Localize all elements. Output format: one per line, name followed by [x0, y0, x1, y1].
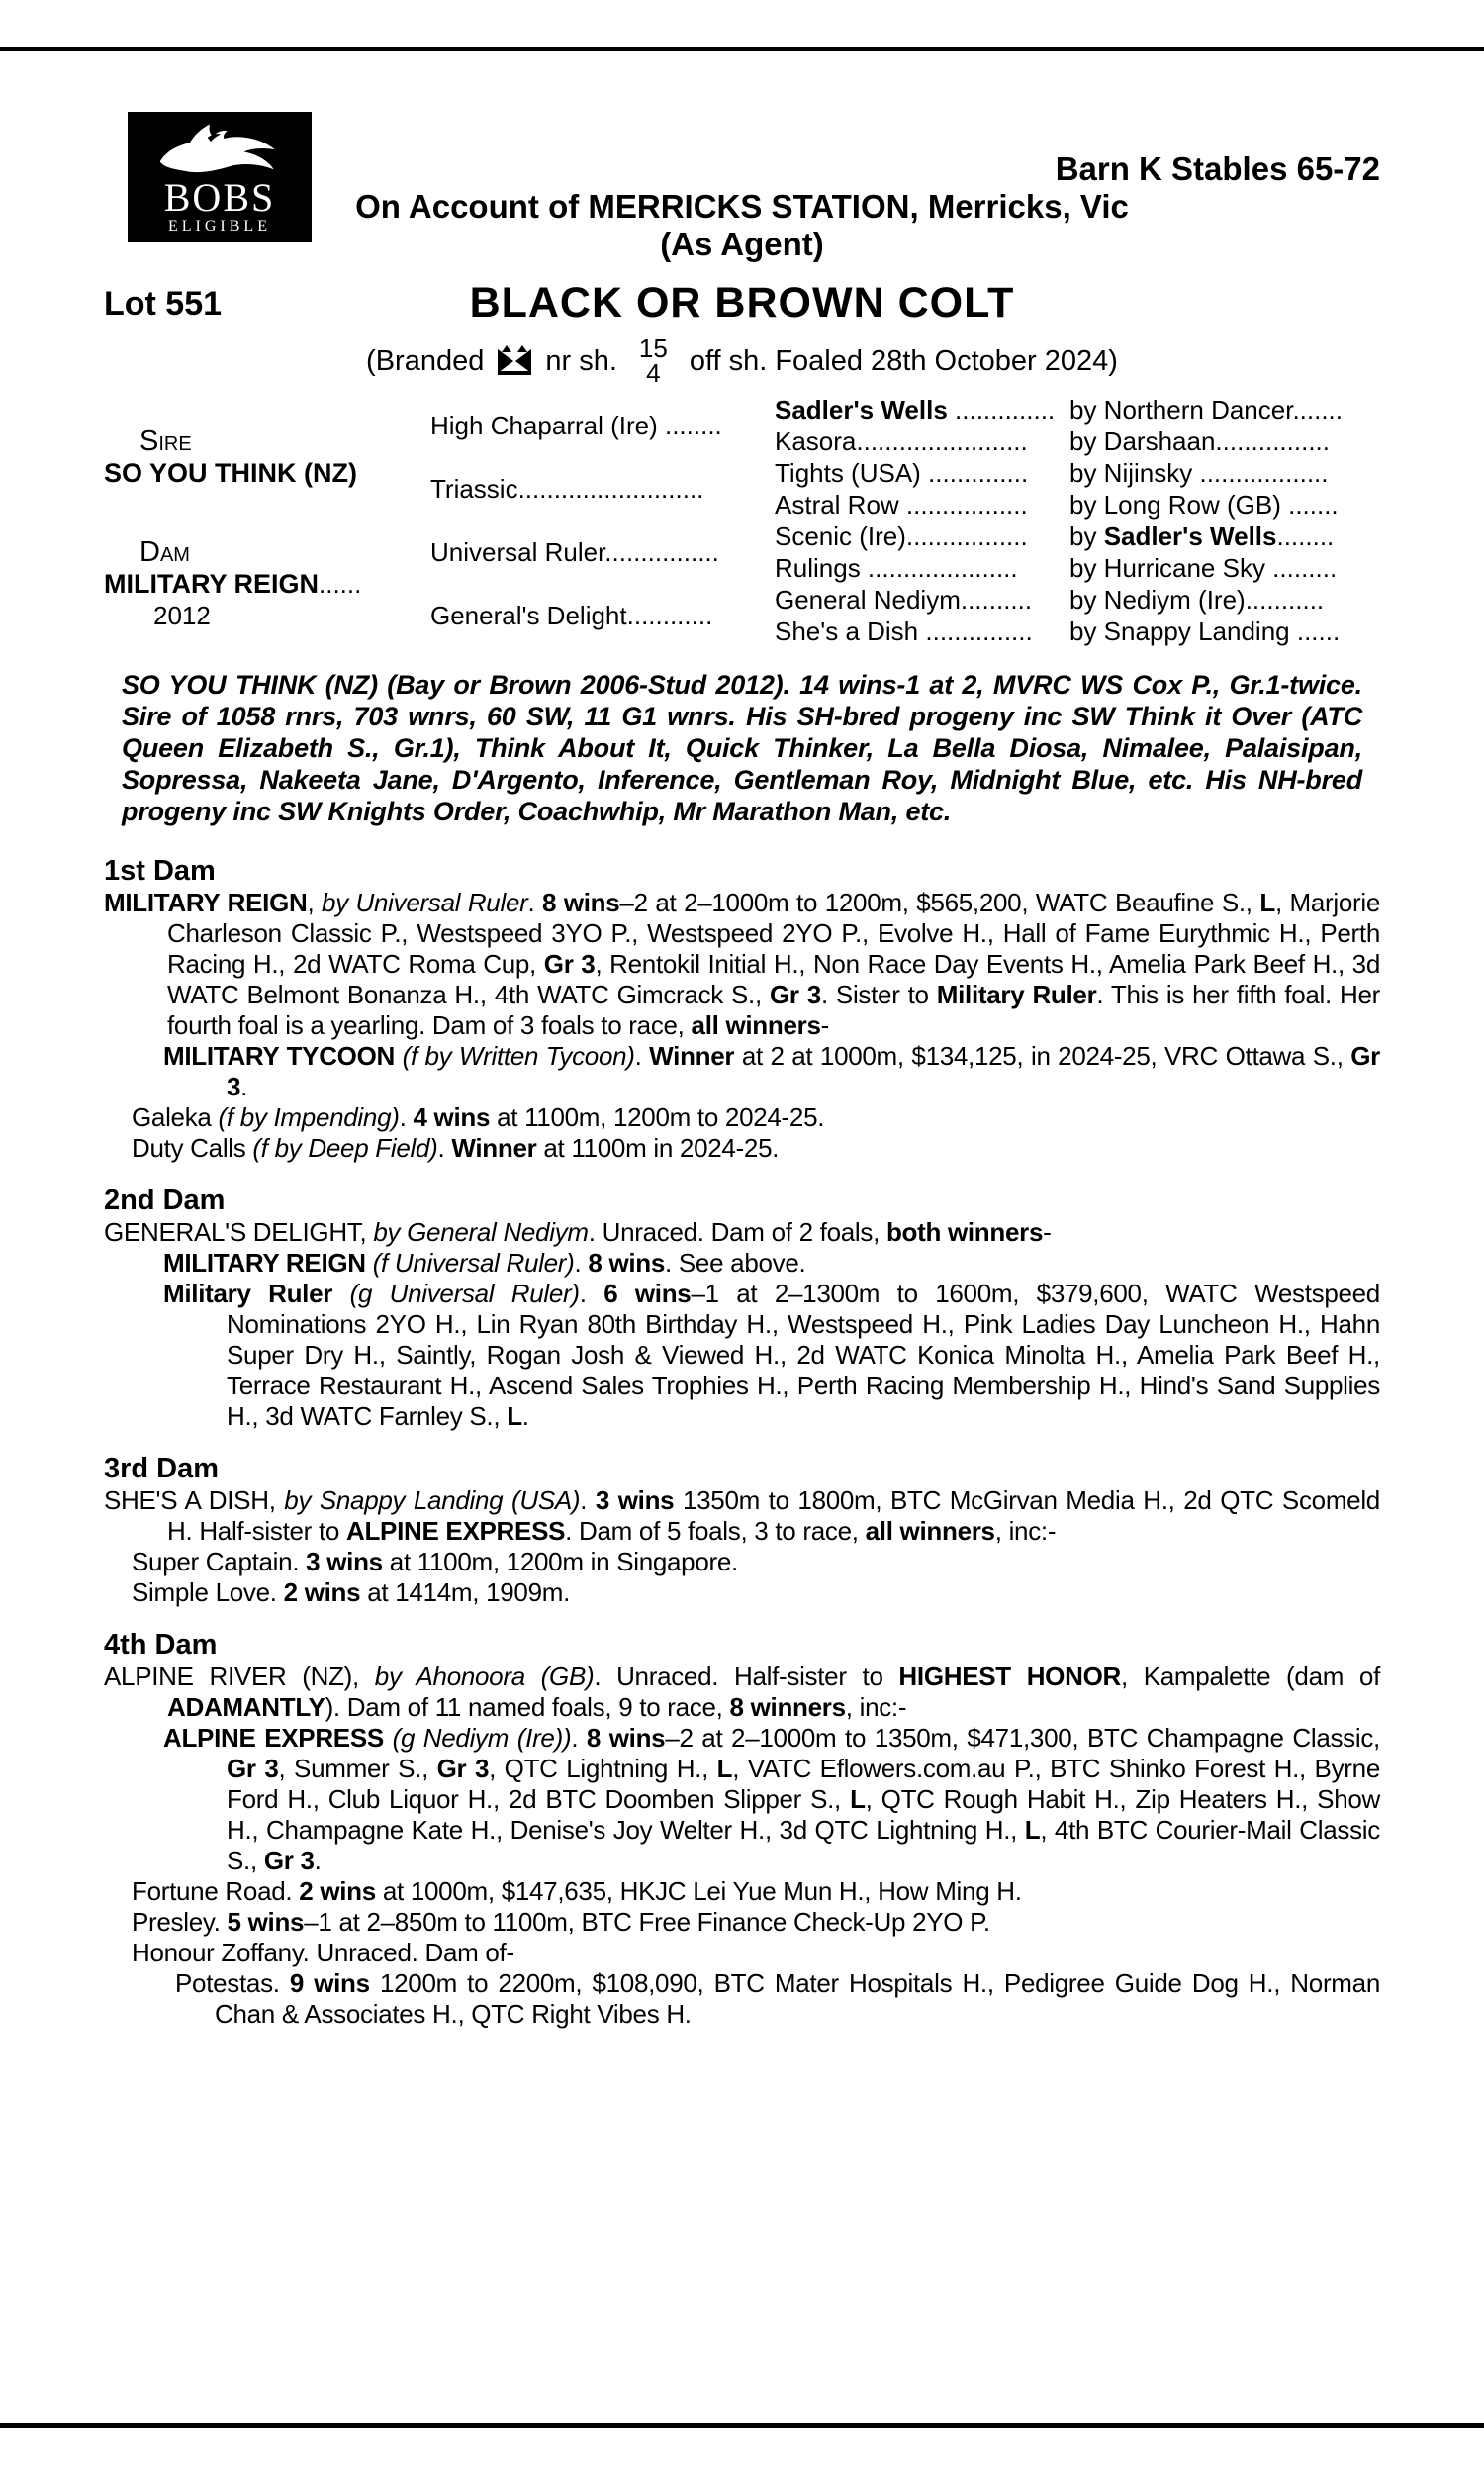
pedigree-parents — [430, 394, 775, 647]
text-run: at 2 at 1000m, $134,125, in 2024-25, VRC Ottawa S., — [734, 1041, 1351, 1071]
pedigree-table — [104, 394, 1380, 647]
text-run: Rulings ..................... — [775, 553, 1018, 583]
dam-section-heading: 1st Dam — [104, 855, 216, 887]
pedigree-entry — [104, 1279, 1380, 1432]
pedigree-row — [775, 616, 1380, 647]
text-run: . — [527, 888, 543, 917]
brand-number — [638, 333, 668, 388]
foaled-info: off sh. Foaled 28th October 2024) — [689, 344, 1118, 377]
text-run: . See above. — [665, 1248, 806, 1278]
sire-summary — [104, 669, 1380, 827]
logo-wordmark: BOBS — [163, 175, 276, 220]
pedigree-parent: Universal Ruler................ — [430, 537, 719, 567]
text-run: 5 wins — [227, 1907, 305, 1937]
text-run: all winners — [691, 1010, 821, 1040]
text-run: at 1100m in 2024-25. — [536, 1133, 780, 1163]
text-run: Gr 3 — [436, 1754, 490, 1783]
sire-label: Sire — [139, 426, 192, 457]
text-run: , Rentokil Initial H., Non Race Day Events H., Amelia Park Beef H., 3d WATC Belmont Bonanza H., 4th WATC Gimcrack S., — [167, 949, 1381, 1009]
text-run: 9 wins — [289, 1968, 370, 1998]
dam-year: 2012 — [153, 601, 211, 630]
grandparent-name — [775, 426, 1069, 457]
text-run: L — [1259, 888, 1275, 917]
pedigree-entry — [104, 1133, 1380, 1164]
text-run: 2 wins — [299, 1876, 376, 1906]
pedigree-row — [775, 584, 1380, 616]
grandparent-sire-line — [1069, 584, 1380, 616]
text-run: ALPINE EXPRESS — [345, 1516, 566, 1546]
text-run: 8 wins — [586, 1723, 666, 1753]
text-run: L — [507, 1401, 522, 1431]
text-run: all winners — [865, 1516, 995, 1546]
lot-row — [104, 277, 1380, 329]
text-run: . Unraced. Half-sister to — [594, 1662, 899, 1691]
text-run: by Nediym (Ire)........... — [1069, 585, 1325, 615]
text-run: –1 at 2–1300m to 1600m, $379,600, WATC Westspeed Nominations 2YO H., Lin Ryan 80th Birthday H., Westspeed H., Pink Ladies Day Luncheon H., Hahn Super Dry H., Saintly, Rogan Josh & Viewed H., 2d WATC Konica Minolta H., Amelia Park Beef H., Terrace Restaurant H., Ascend Sales Trophies H., Perth Racing Membership H., Hind's Sand Supplies H., 3d WATC Farnley S., — [227, 1279, 1380, 1431]
grandparent-sire-line — [1069, 616, 1380, 647]
text-run: at 1100m, 1200m to 2024-25. — [490, 1102, 825, 1132]
text-run: . — [571, 1723, 587, 1753]
pedigree-entry — [104, 1577, 1380, 1608]
pedigree-grandparents — [775, 394, 1380, 647]
text-run: , VATC Eflowers.com.au P., BTC Shinko Forest H., Byrne Ford H., Club Liquor H., 2d BTC Doomben Slipper S., — [227, 1754, 1380, 1814]
dam-section-heading: 2nd Dam — [104, 1185, 226, 1216]
pedigree-entry — [104, 1938, 1380, 1968]
text-run: L — [716, 1754, 733, 1783]
brand-number-bottom: 4 — [646, 358, 661, 388]
pedigree-col-sire-dam — [104, 394, 430, 647]
text-run: . — [240, 1072, 248, 1101]
grandparent-sire-line — [1069, 489, 1380, 521]
dam-block — [104, 521, 430, 647]
text-run: –2 at 2–1000m to 1350m, $471,300, BTC Champagne Classic, — [665, 1723, 1380, 1753]
text-run: (g Nediym (Ire)) — [392, 1723, 572, 1753]
near-shoulder-label: nr sh. — [545, 344, 617, 377]
text-run: . — [634, 1041, 650, 1071]
text-run: Fortune Road. — [132, 1876, 300, 1906]
page-header — [104, 150, 1380, 386]
text-run: MILITARY REIGN — [104, 888, 308, 917]
pedigree-entry — [104, 1547, 1380, 1577]
text-run: GENERAL'S DELIGHT, — [104, 1217, 374, 1247]
pedigree-row — [775, 489, 1380, 521]
text-run — [384, 1723, 393, 1753]
text-run: Simple Love. — [132, 1577, 284, 1607]
text-run: Kasora........................ — [775, 427, 1028, 456]
brand-number-top: 15 — [638, 333, 668, 363]
text-run: Potestas. — [175, 1968, 290, 1998]
grandparent-sire-line — [1069, 457, 1380, 489]
text-run: Gr 3 — [227, 1754, 279, 1783]
text-run: Presley. — [132, 1907, 228, 1937]
text-run: Gr 3 — [263, 1846, 315, 1875]
grandparent-sire-line — [1069, 394, 1380, 426]
text-run: by Darshaan................ — [1069, 427, 1330, 456]
text-run: by Snappy Landing ...... — [1069, 617, 1341, 646]
text-run: by Long Row (GB) ....... — [1069, 490, 1339, 520]
dam-section-heading: 4th Dam — [104, 1629, 218, 1661]
text-run: Sadler's Wells — [1103, 522, 1277, 551]
text-run: , Kampalette (dam of — [1120, 1662, 1380, 1691]
text-run: Astral Row ................. — [775, 490, 1028, 520]
text-run: ........ — [1276, 522, 1335, 551]
text-run: HIGHEST HONOR — [898, 1662, 1121, 1691]
pedigree-entry — [104, 1907, 1380, 1938]
dam-dots: ...... — [319, 569, 362, 599]
pedigree-row — [775, 426, 1380, 457]
pedigree-entry — [104, 1662, 1380, 1723]
text-run: 1200m to 2200m, $108,090, BTC Mater Hospitals H., Pedigree Guide Dog H., Norman Chan & Associates H., QTC Right Vibes H. — [215, 1968, 1380, 2029]
text-run: ADAMANTLY — [167, 1692, 325, 1722]
pedigree-row — [775, 457, 1380, 489]
text-run: Gr 3 — [769, 980, 821, 1009]
text-run: L — [1024, 1815, 1041, 1845]
grandparent-name — [775, 521, 1069, 552]
text-run: by Hurricane Sky ......... — [1069, 553, 1338, 583]
pedigree-entry — [104, 1723, 1380, 1876]
grandparent-sire-line — [1069, 552, 1380, 584]
text-run: - — [1043, 1217, 1052, 1247]
text-run: (f Universal Ruler) — [372, 1248, 575, 1278]
text-run: , Marjorie Charleson Classic P., Westspeed 3YO P., Westspeed 2YO P., Evolve H., Hall of Fame Eurythmic H., Perth Racing H., 2d WATC Roma Cup, — [167, 888, 1380, 979]
text-run: . — [399, 1102, 414, 1132]
text-run: . — [579, 1279, 604, 1308]
text-run: .............. — [947, 395, 1056, 425]
text-run: , inc:- — [994, 1516, 1057, 1546]
text-run: MILITARY TYCOON — [163, 1041, 396, 1071]
pedigree-row — [775, 394, 1380, 426]
pedigree-row — [775, 552, 1380, 584]
text-run: - — [820, 1010, 829, 1040]
text-run: at 1414m, 1909m. — [360, 1577, 571, 1607]
station-brand-icon — [496, 345, 533, 377]
text-run: 3 wins — [595, 1485, 675, 1515]
pedigree-entry — [104, 1968, 1380, 2030]
text-run: by Nijinsky .................. — [1069, 458, 1329, 488]
text-run: Winner — [649, 1041, 735, 1071]
text-run: SO YOU THINK (NZ) (Bay or Brown 2006-Stud 2012). 14 wins-1 at 2, MVRC WS Cox P., Gr.1-twice. Sire of 1058 rnrs, 703 wnrs, 60 SW, 11 G1 wnrs. His SH-bred progeny inc SW Think it Over (ATC Queen Elizabeth S., Gr.1), Think About It, Quick Thinker, La Bella Diosa, Nimalee, Palaisipan, Sopressa, Nakeeta Jane, D'Argento, Inference, Gentleman Roy, Midnight Blue, etc. His NH-bred progeny inc SW Knights Order, Coachwhip, Mr Marathon Man, etc. — [122, 670, 1362, 826]
grandparent-sire-line — [1069, 521, 1380, 552]
text-run: , inc:- — [845, 1692, 907, 1722]
text-run: 8 wins — [542, 888, 620, 917]
agent-note: (As Agent) — [660, 226, 824, 262]
text-run: . Unraced. Dam of 2 foals, — [588, 1217, 886, 1247]
text-run: (f by Impending) — [218, 1102, 400, 1132]
text-run: MILITARY REIGN — [163, 1248, 366, 1278]
text-run: 2 wins — [283, 1577, 361, 1607]
grandparent-name — [775, 552, 1069, 584]
text-run: , QTC Lightning H., — [489, 1754, 717, 1783]
brand-details-line — [104, 333, 1380, 388]
text-run: She's a Dish ............... — [775, 617, 1033, 646]
text-run: by Universal Ruler — [322, 888, 528, 917]
text-run: by Snappy Landing (USA) — [284, 1485, 581, 1515]
text-run: L — [850, 1784, 866, 1814]
text-run: , — [307, 888, 323, 917]
bottom-rule — [0, 2423, 1484, 2428]
text-run: . — [574, 1248, 589, 1278]
pedigree-entry — [104, 1217, 1380, 1248]
pedigree-entry — [104, 1485, 1380, 1547]
text-run: 4 wins — [413, 1102, 491, 1132]
pedigree-entry — [104, 1102, 1380, 1133]
text-run: , QTC Rough Habit H., Zip Heaters H., Show H., Champagne Kate H., Denise's Joy Welter H., 3d QTC Lightning H., — [227, 1784, 1381, 1845]
text-run: (f by Written Tycoon) — [402, 1041, 635, 1071]
text-run: ). Dam of 11 named foals, 9 to race, — [325, 1692, 730, 1722]
text-run: Military Ruler — [163, 1279, 333, 1308]
pedigree-entry — [104, 1876, 1380, 1907]
dam-sections — [104, 854, 1380, 2030]
text-run: –1 at 2–850m to 1100m, BTC Free Finance Check-Up 2YO P. — [304, 1907, 990, 1937]
text-run: 8 wins — [588, 1248, 666, 1278]
text-run — [395, 1041, 403, 1071]
pedigree-entry — [104, 888, 1380, 1041]
dam-name: MILITARY REIGN — [104, 569, 320, 599]
text-run: Military Ruler — [936, 980, 1097, 1009]
lot-title: BLACK OR BROWN COLT — [469, 279, 1015, 327]
text-run: . This is her fifth foal. Her fourth foal is a yearling. Dam of 3 foals to race, — [167, 980, 1380, 1040]
grandparent-name — [775, 584, 1069, 616]
text-run: ALPINE RIVER (NZ), — [104, 1662, 375, 1691]
pedigree-row — [775, 521, 1380, 552]
text-run: Sadler's Wells — [775, 395, 948, 425]
text-run: , Summer S., — [278, 1754, 437, 1783]
text-run: 8 winners — [729, 1692, 846, 1722]
text-run: by General Nediym — [373, 1217, 589, 1247]
text-run: Gr 3 — [227, 1041, 1380, 1101]
text-run — [366, 1248, 373, 1278]
logo-subtext: ELIGIBLE — [168, 218, 271, 235]
text-run: –2 at 2–1000m to 1200m, $565,200, WATC Beaufine S., — [619, 888, 1260, 917]
dam-label: Dam — [139, 536, 190, 568]
pedigree-entry — [104, 1248, 1380, 1279]
text-run: . Dam of 5 foals, 3 to race, — [565, 1516, 866, 1546]
text-run: at 1000m, $147,635, HKJC Lei Yue Mun H., How Ming H. — [375, 1876, 1022, 1906]
pedigree-parent: Triassic.......................... — [430, 474, 704, 504]
barn-location: Barn K Stables 65-72 — [1055, 150, 1380, 187]
grandparent-sire-line — [1069, 426, 1380, 457]
text-run: Galeka — [132, 1102, 219, 1132]
vendor-account: On Account of MERRICKS STATION, Merricks, Vic — [355, 188, 1129, 225]
text-run: (g Universal Ruler) — [349, 1279, 580, 1308]
grandparent-name — [775, 489, 1069, 521]
text-run: at 1100m, 1200m in Singapore. — [382, 1547, 738, 1576]
text-run: by Northern Dancer....... — [1069, 395, 1344, 425]
text-run: Tights (USA) .............. — [775, 458, 1029, 488]
grandparent-name — [775, 457, 1069, 489]
lot-number: Lot 551 — [104, 285, 223, 323]
branded-prefix: (Branded — [366, 344, 485, 377]
sire-block — [104, 394, 430, 521]
text-run: , 4th BTC Courier-Mail Classic S., — [227, 1815, 1380, 1875]
text-run: 6 wins — [603, 1279, 692, 1308]
text-run: Honour Zoffany. Unraced. Dam of- — [132, 1938, 514, 1967]
text-run: Super Captain. — [132, 1547, 307, 1576]
catalogue-body — [104, 394, 1380, 2030]
grandparent-name — [775, 616, 1069, 647]
text-run: Scenic (Ire)................. — [775, 522, 1028, 551]
text-run: SHE'S A DISH, — [104, 1485, 285, 1515]
text-run: . Sister to — [820, 980, 937, 1009]
text-run: Winner — [451, 1133, 537, 1163]
text-run: by Ahonoora (GB) — [374, 1662, 595, 1691]
text-run: . — [437, 1133, 452, 1163]
dam-section-heading: 3rd Dam — [104, 1453, 220, 1484]
grandparent-name — [775, 394, 1069, 426]
text-run: (f by Deep Field) — [252, 1133, 438, 1163]
sire-name: SO YOU THINK (NZ) — [104, 458, 357, 488]
text-run: by — [1069, 522, 1104, 551]
top-rule — [0, 47, 1484, 51]
text-run: 3 wins — [306, 1547, 383, 1576]
text-run: . — [314, 1846, 322, 1875]
text-run: Gr 3 — [543, 949, 596, 979]
text-run: . — [521, 1401, 529, 1431]
text-run: both winners — [885, 1217, 1044, 1247]
pedigree-parent: General's Delight............ — [430, 601, 713, 630]
text-run — [332, 1279, 350, 1308]
pedigree-entry — [104, 1041, 1380, 1102]
pedigree-parent: High Chaparral (Ire) ........ — [430, 411, 722, 440]
dam-name-line — [104, 568, 430, 600]
text-run: . — [580, 1485, 596, 1515]
text-run: Duty Calls — [132, 1133, 253, 1163]
text-run: General Nediym.......... — [775, 585, 1033, 615]
text-run: ALPINE EXPRESS — [163, 1723, 384, 1753]
text-run: 1350m to 1800m, BTC McGirvan Media H., 2d QTC Scomeld H. Half-sister to — [167, 1485, 1380, 1546]
